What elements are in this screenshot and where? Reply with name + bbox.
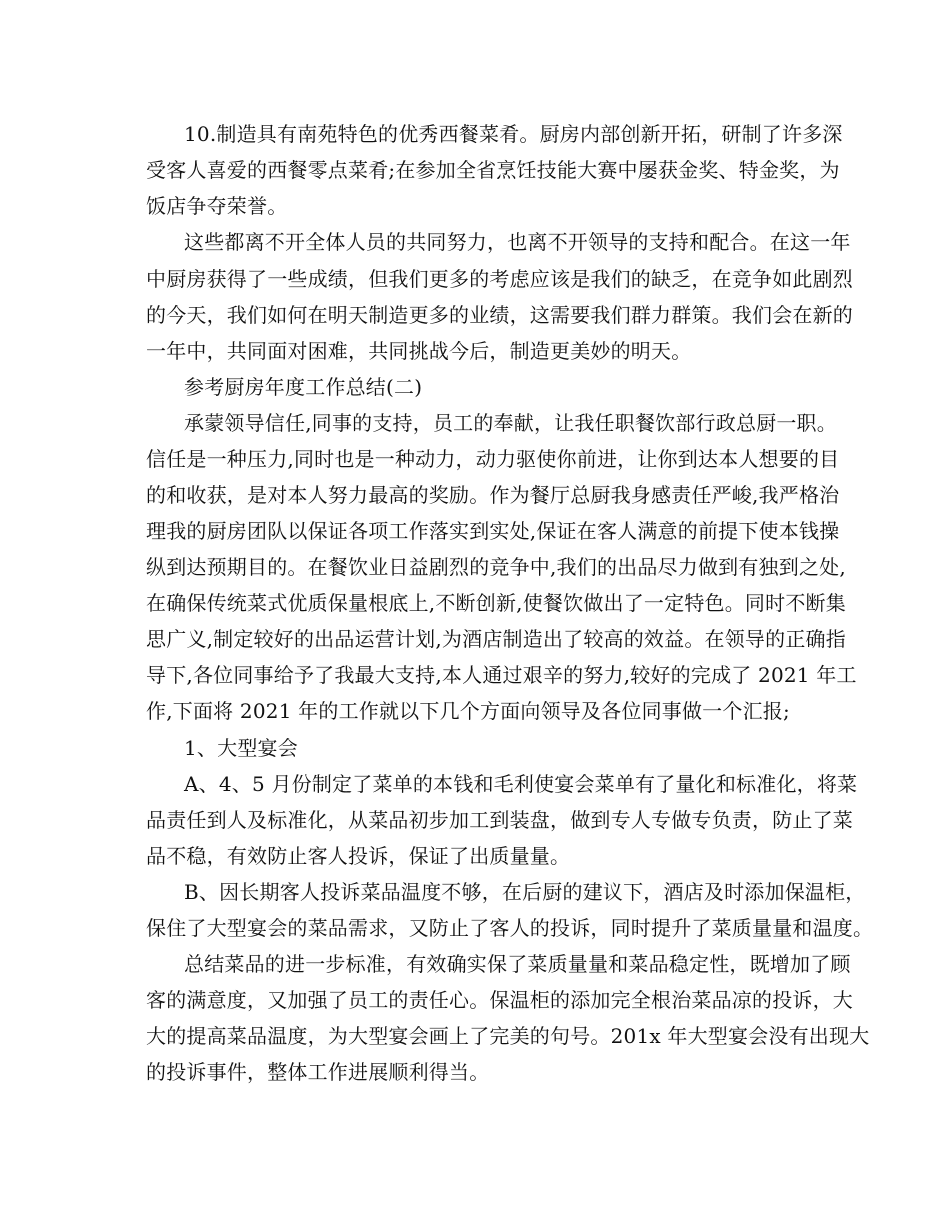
text-line: 中厨房获得了一些成绩，但我们更多的考虑应该是我们的缺乏，在竞争如此剧烈 <box>146 267 853 291</box>
text-line: 保住了大型宴会的菜品需求，又防止了客人的投诉，同时提升了菜质量量和温度。 <box>146 916 874 940</box>
text-line: 的今天，我们如何在明天制造更多的业绩，这需要我们群力群策。我们会在新的 <box>146 303 853 327</box>
text-line: 信任是一种压力,同时也是一种动力，动力驱使你前进，让你到达本人想要的目 <box>146 447 840 471</box>
text-line: 品责任到人及标准化，从菜品初步加工到装盘，做到专人专做专负责，防止了菜 <box>146 808 853 832</box>
text-line: 的投诉事件，整体工作进展顺利得当。 <box>146 1060 490 1084</box>
text-line: 承蒙领导信任,同事的支持，员工的奉献，让我任职餐饮部行政总厨一职。 <box>184 411 837 435</box>
text-line: 品不稳，有效防止客人投诉，保证了出质量量。 <box>146 844 571 868</box>
text-line: 受客人喜爱的西餐零点菜肴;在参加全省烹饪技能大赛中屡获金奖、特金奖，为 <box>146 158 840 182</box>
subheading: 1、大型宴会 <box>184 736 298 760</box>
text-line: A、4、5 月份制定了菜单的本钱和毛利使宴会菜单有了量化和标准化，将菜 <box>184 772 858 796</box>
text-line: 导下,各位同事给予了我最大支持,本人通过艰辛的努力,较好的完成了 2021 年工 <box>146 663 857 687</box>
text-line: 大的提高菜品温度，为大型宴会画上了完美的句号。201x 年大型宴会没有出现大 <box>146 1024 870 1048</box>
text-line: 思广义,制定较好的出品运营计划,为酒店制造出了较高的效益。在领导的正确指 <box>146 627 846 651</box>
text-line: 作,下面将 2021 年的工作就以下几个方面向领导及各位同事做一个汇报; <box>146 699 790 723</box>
text-line: 这些都离不开全体人员的共同努力，也离不开领导的支持和配合。在这一年 <box>184 230 851 254</box>
text-line: 在确保传统菜式优质保量根底上,不断创新,使餐饮做出了一定特色。同时不断集 <box>146 591 846 615</box>
text-line: 10.制造具有南苑特色的优秀西餐菜肴。厨房内部创新开拓，研制了许多深 <box>184 122 843 146</box>
text-line: 一年中，共同面对困难，共同挑战今后，制造更美妙的明天。 <box>146 339 692 363</box>
text-line: B、因长期客人投诉菜品温度不够，在后厨的建议下，酒店及时添加保温柜， <box>184 880 866 904</box>
text-line: 理我的厨房团队以保证各项工作落实到实处,保证在客人满意的前提下使本钱操 <box>146 519 840 543</box>
text-line: 饭店争夺荣誉。 <box>146 194 288 218</box>
text-line: 的和收获，是对本人努力最高的奖励。作为餐厅总厨我身感责任严峻,我严格治 <box>146 483 840 507</box>
text-line: 纵到达预期目的。在餐饮业日益剧烈的竞争中,我们的出品尽力做到有独到之处, <box>146 555 846 579</box>
text-line: 总结菜品的进一步标准，有效确实保了菜质量量和菜品稳定性，既增加了顾 <box>184 952 851 976</box>
text-line: 客的满意度，又加强了员工的责任心。保温柜的添加完全根治菜品凉的投诉，大 <box>146 988 853 1012</box>
section-heading: 参考厨房年度工作总结(二) <box>184 375 423 399</box>
